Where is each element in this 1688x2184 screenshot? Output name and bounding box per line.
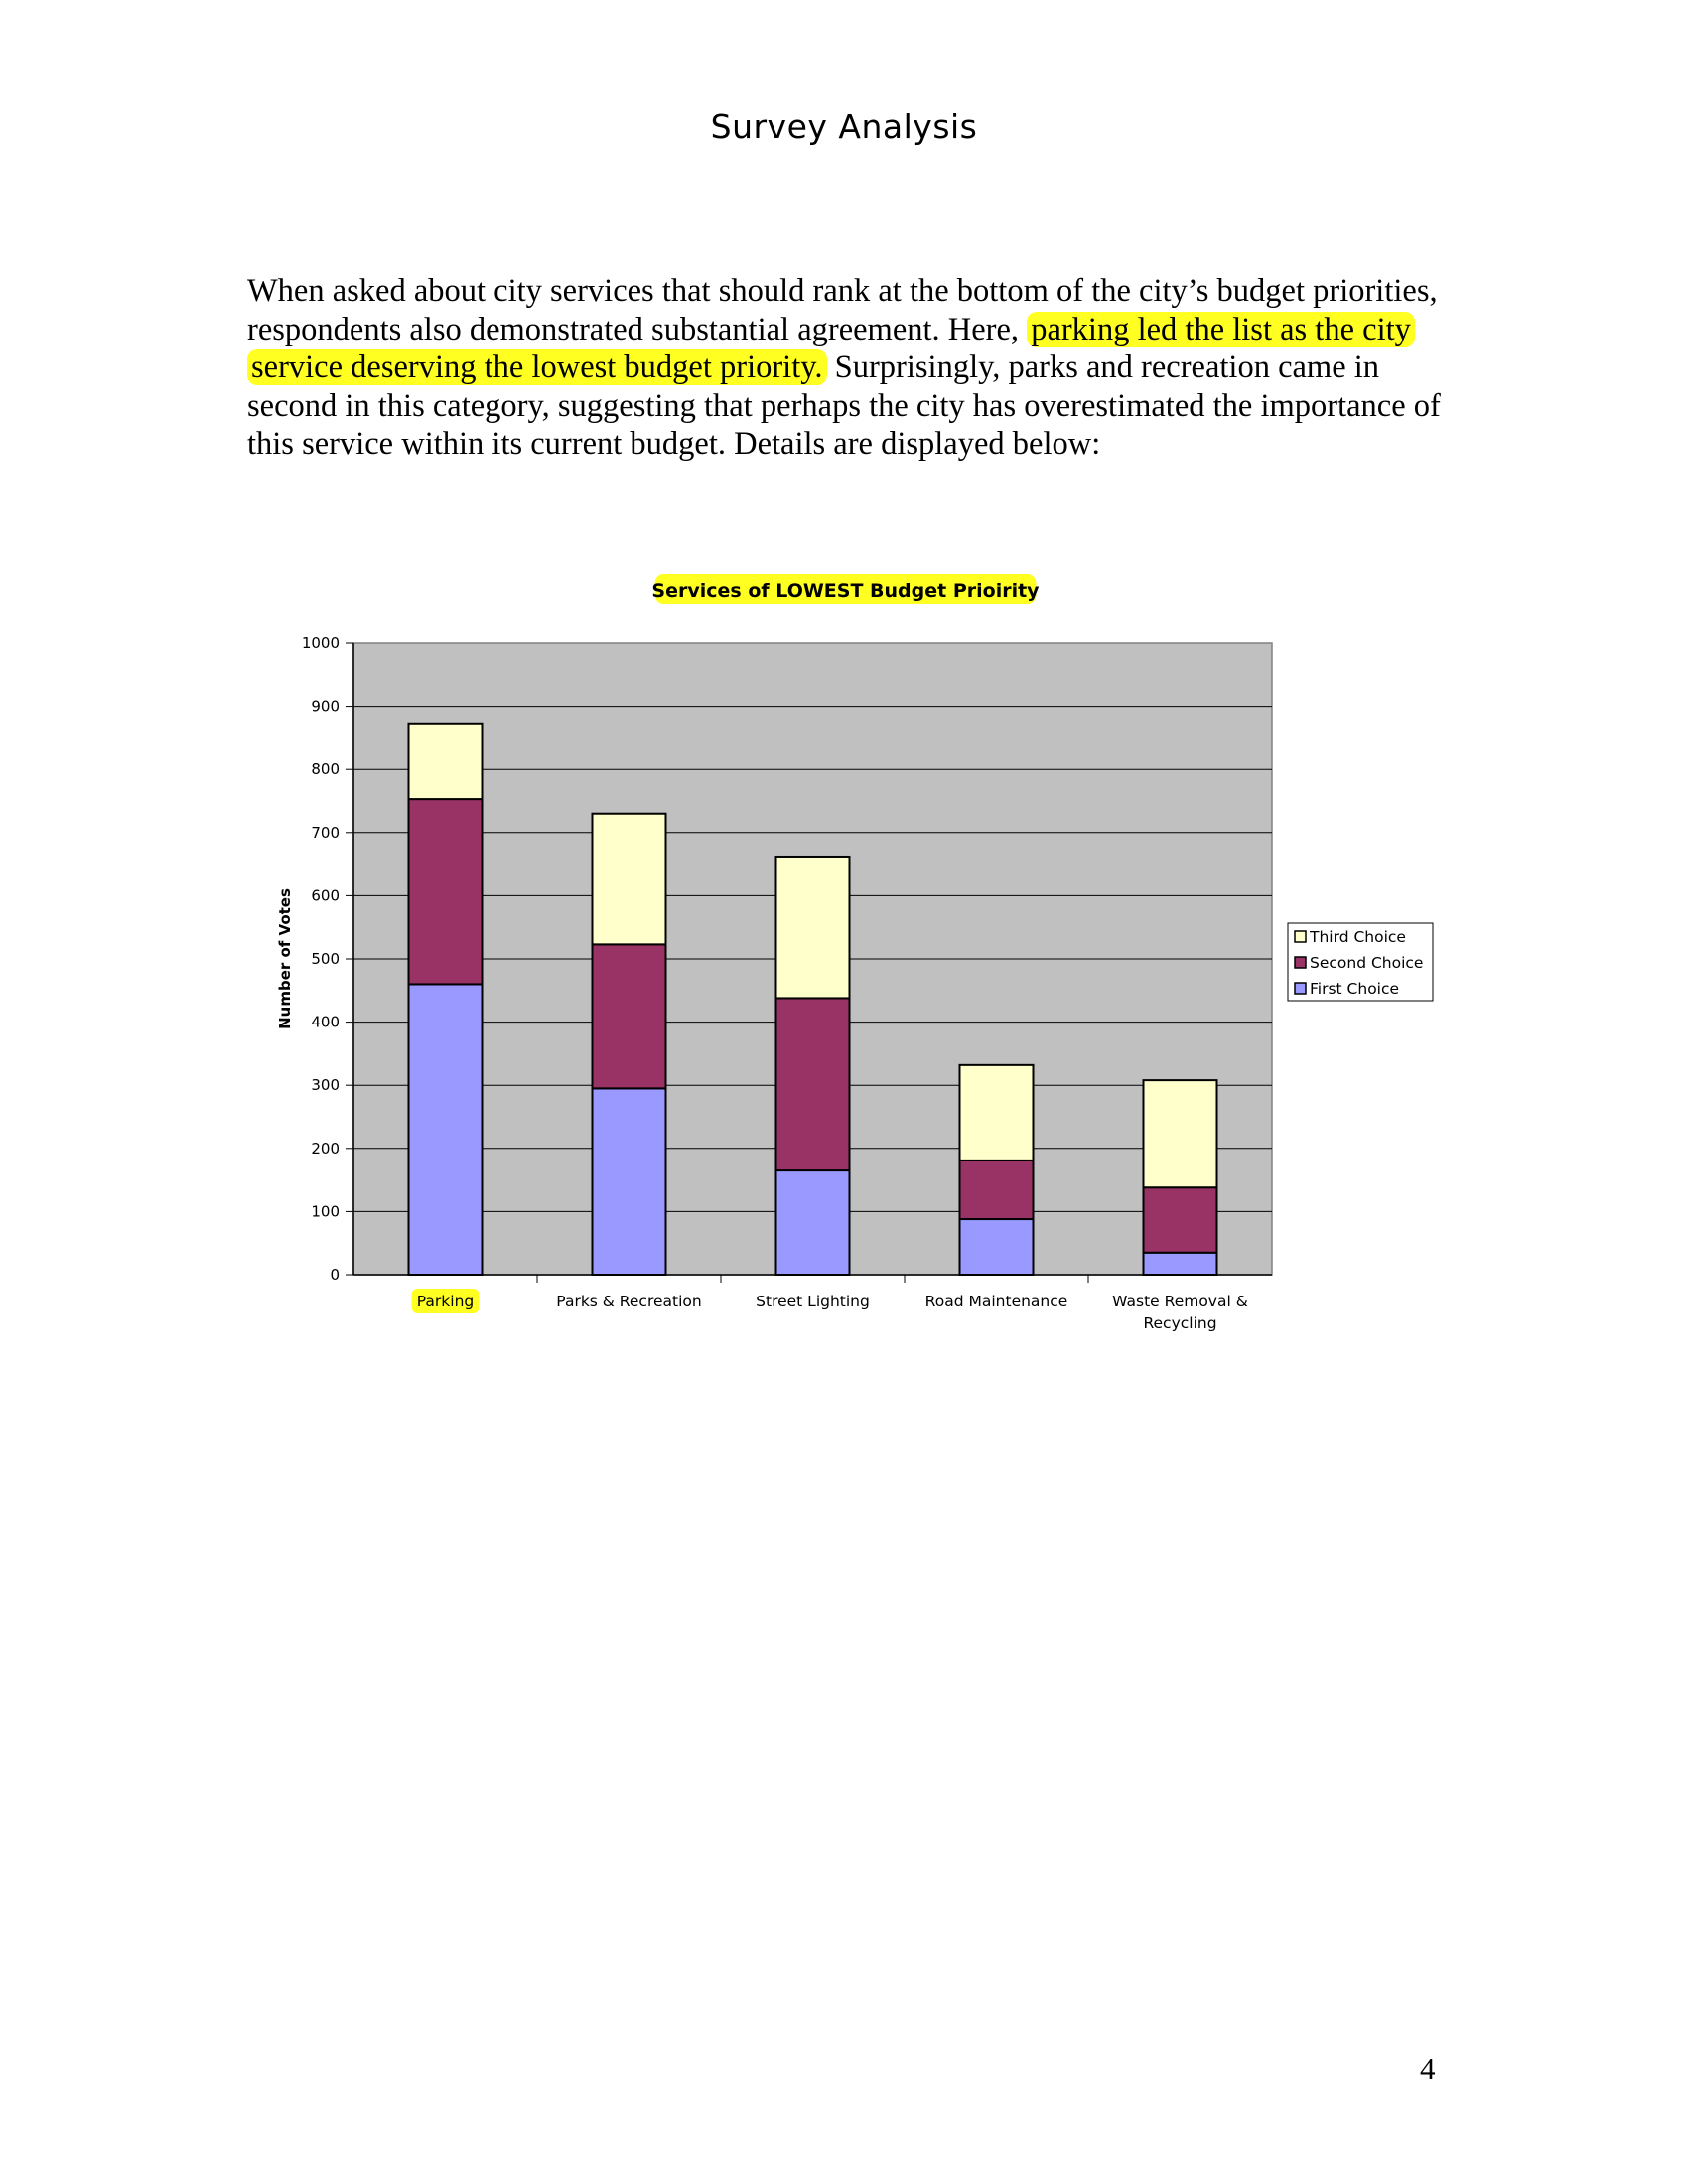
bar-segment xyxy=(1144,1253,1217,1275)
bar-segment xyxy=(409,799,483,984)
legend-swatch xyxy=(1295,983,1306,994)
bar-segment xyxy=(409,984,483,1275)
page-header: Survey Analysis xyxy=(710,107,978,146)
bar-segment xyxy=(593,814,666,945)
legend-label: Third Choice xyxy=(1310,928,1406,946)
chart-title: Services of LOWEST Budget Prioirity xyxy=(651,580,1040,602)
x-tick-label: Road Maintenance xyxy=(924,1293,1068,1310)
bar-segment xyxy=(776,998,850,1170)
y-tick-label: 200 xyxy=(311,1139,340,1158)
bar-segment xyxy=(1144,1080,1217,1187)
y-tick-label: 800 xyxy=(311,760,340,779)
paragraph-text: When asked about city services that should rank at the bottom of the city’s budget priorities, respondents also demonstrated substantial agreement. Here, xyxy=(247,273,1438,347)
y-tick-label: 300 xyxy=(311,1076,340,1095)
bar-segment xyxy=(960,1160,1034,1219)
y-tick-label: 600 xyxy=(311,887,340,905)
legend-label: Second Choice xyxy=(1310,954,1424,972)
x-tick-label: Waste Removal & xyxy=(1112,1293,1248,1310)
bar-segment xyxy=(409,724,483,799)
legend-label: First Choice xyxy=(1310,980,1400,998)
y-tick-label: 500 xyxy=(311,950,340,968)
bar-segment xyxy=(960,1065,1034,1160)
bar-segment xyxy=(776,857,850,998)
paragraph-text-continued: Surprisingly, parks and recreation came in second in this category, suggesting that perhaps the city has overestimated the importance of this service within its current budget. Details are displayed below: xyxy=(247,349,1441,462)
y-axis-label: Number of Votes xyxy=(276,888,294,1029)
legend-swatch xyxy=(1295,931,1306,942)
bar-segment xyxy=(776,1170,850,1275)
y-tick-label: 1000 xyxy=(301,634,340,652)
y-tick-label: 0 xyxy=(330,1266,340,1284)
y-tick-label: 400 xyxy=(311,1013,340,1031)
x-tick-label: Parking xyxy=(416,1293,475,1310)
x-tick-label: Street Lighting xyxy=(756,1293,870,1310)
legend-swatch xyxy=(1295,957,1306,968)
bar-segment xyxy=(960,1219,1034,1275)
highlighted-text: parking led the list as the city service deserving the lowest budget priority. xyxy=(247,312,1415,386)
x-tick-label: Recycling xyxy=(1143,1314,1217,1332)
x-tick-label: Parks & Recreation xyxy=(556,1293,702,1310)
y-tick-label: 900 xyxy=(311,697,340,716)
y-tick-label: 100 xyxy=(311,1202,340,1221)
bar-segment xyxy=(593,1088,666,1275)
page-number: 4 xyxy=(1420,2051,1436,2086)
bar-segment xyxy=(593,944,666,1088)
y-tick-label: 700 xyxy=(311,823,340,842)
bar-segment xyxy=(1144,1187,1217,1253)
